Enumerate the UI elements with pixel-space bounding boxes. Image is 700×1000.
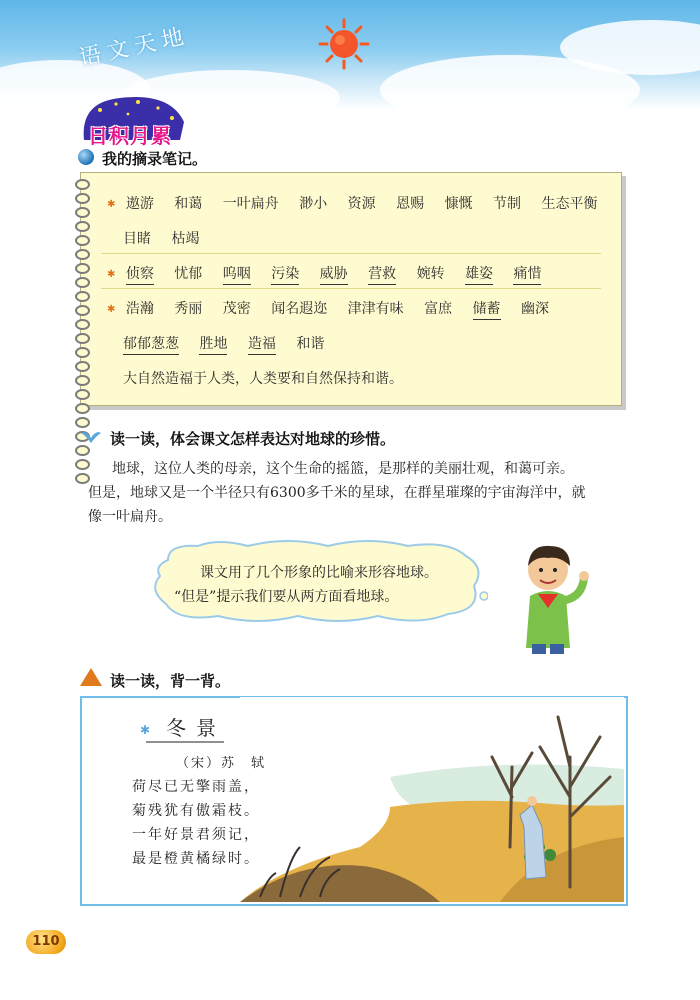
poem-author: （宋）苏 轼 bbox=[176, 756, 267, 771]
notes-row bbox=[123, 228, 215, 248]
word: 枯竭 bbox=[171, 231, 200, 247]
poem-line: 菊残犹有傲霜枝。 bbox=[132, 803, 260, 819]
badge-title: 日积月累 bbox=[88, 124, 172, 148]
word: 慷慨 bbox=[444, 196, 473, 212]
notes-row bbox=[123, 333, 340, 355]
word: 一叶扁舟 bbox=[222, 196, 279, 212]
word: 和蔼 bbox=[174, 196, 203, 212]
bird-icon bbox=[80, 430, 102, 444]
title-underline bbox=[146, 740, 224, 744]
notes-row bbox=[107, 193, 613, 213]
notes-row bbox=[107, 263, 557, 285]
word: 和谐 bbox=[296, 336, 325, 352]
word: 浩瀚 bbox=[125, 301, 154, 317]
divider bbox=[101, 253, 601, 254]
star-icon: ✱ bbox=[107, 198, 116, 210]
word: 富庶 bbox=[424, 301, 453, 317]
underlined-word: 胜地 bbox=[199, 333, 227, 355]
reading-heading: 读一读，体会课文怎样表达对地球的珍惜。 bbox=[110, 430, 396, 448]
bubble-line: 课文用了几个形象的比喻来形容地球。 bbox=[200, 565, 438, 581]
word: 婉转 bbox=[416, 266, 445, 282]
word: 渺小 bbox=[299, 196, 328, 212]
notes-row bbox=[107, 298, 565, 320]
reading-line: 像一叶扁舟。 bbox=[88, 509, 172, 525]
word: 恩赐 bbox=[396, 196, 425, 212]
word: 幽深 bbox=[521, 301, 550, 317]
ball-icon bbox=[78, 149, 94, 165]
underlined-word: 营救 bbox=[368, 263, 396, 285]
star-icon: ✱ bbox=[140, 722, 161, 737]
word: 秀丽 bbox=[174, 301, 203, 317]
star-icon: ✱ bbox=[107, 303, 116, 315]
sun-icon bbox=[318, 18, 370, 70]
reading-line: 地球，这位人类的母亲，这个生命的摇篮，是那样的美丽壮观，和蔼可亲。 bbox=[112, 461, 574, 477]
underlined-word: 呜咽 bbox=[223, 263, 251, 285]
word: 津津有味 bbox=[347, 301, 404, 317]
triangle-icon bbox=[80, 668, 102, 686]
underlined-word: 痛惜 bbox=[513, 263, 541, 285]
bubble-line: “但是”提示我们要从两方面看地球。 bbox=[174, 589, 399, 605]
underlined-word: 造福 bbox=[248, 333, 276, 355]
poem-line: 最是橙黄橘绿时。 bbox=[132, 851, 260, 867]
boy-illustration bbox=[500, 536, 595, 656]
word: 忧郁 bbox=[174, 266, 203, 282]
star-icon: ✱ bbox=[107, 268, 116, 280]
poem-line: 荷尽已无擎雨盖， bbox=[132, 779, 260, 795]
underlined-word: 郁郁葱葱 bbox=[123, 333, 179, 355]
underlined-word: 储蓄 bbox=[473, 298, 501, 320]
underlined-word: 侦察 bbox=[126, 263, 154, 285]
recite-heading: 读一读，背一背。 bbox=[110, 672, 231, 690]
word: 遨游 bbox=[125, 196, 154, 212]
divider bbox=[101, 288, 601, 289]
page-number: 110 bbox=[26, 930, 66, 954]
reading-line: 但是，地球又是一个半径只有6300多千米的星球，在群星璀璨的宇宙海洋中，就 bbox=[88, 485, 586, 501]
word: 生态平衡 bbox=[541, 196, 598, 212]
word: 闻名遐迩 bbox=[271, 301, 328, 317]
underlined-word: 威胁 bbox=[320, 263, 348, 285]
notes-sentence: 大自然造福于人类，人类要和自然保持和谐。 bbox=[123, 371, 403, 387]
notebook-panel bbox=[80, 172, 622, 406]
spiral-binding bbox=[75, 179, 89, 399]
word: 资源 bbox=[347, 196, 376, 212]
section-title: 语文天地 bbox=[77, 23, 192, 72]
notes-heading: 我的摘录笔记。 bbox=[102, 150, 208, 168]
underlined-word: 雄姿 bbox=[465, 263, 493, 285]
landscape-illustration bbox=[240, 697, 624, 902]
word: 目睹 bbox=[123, 231, 151, 247]
word: 节制 bbox=[493, 196, 522, 212]
underlined-word: 污染 bbox=[271, 263, 299, 285]
poem-line: 一年好景君须记， bbox=[132, 827, 260, 843]
poem-title bbox=[140, 712, 226, 741]
poem-title-text: 冬景 bbox=[166, 716, 227, 740]
word: 茂密 bbox=[222, 301, 251, 317]
